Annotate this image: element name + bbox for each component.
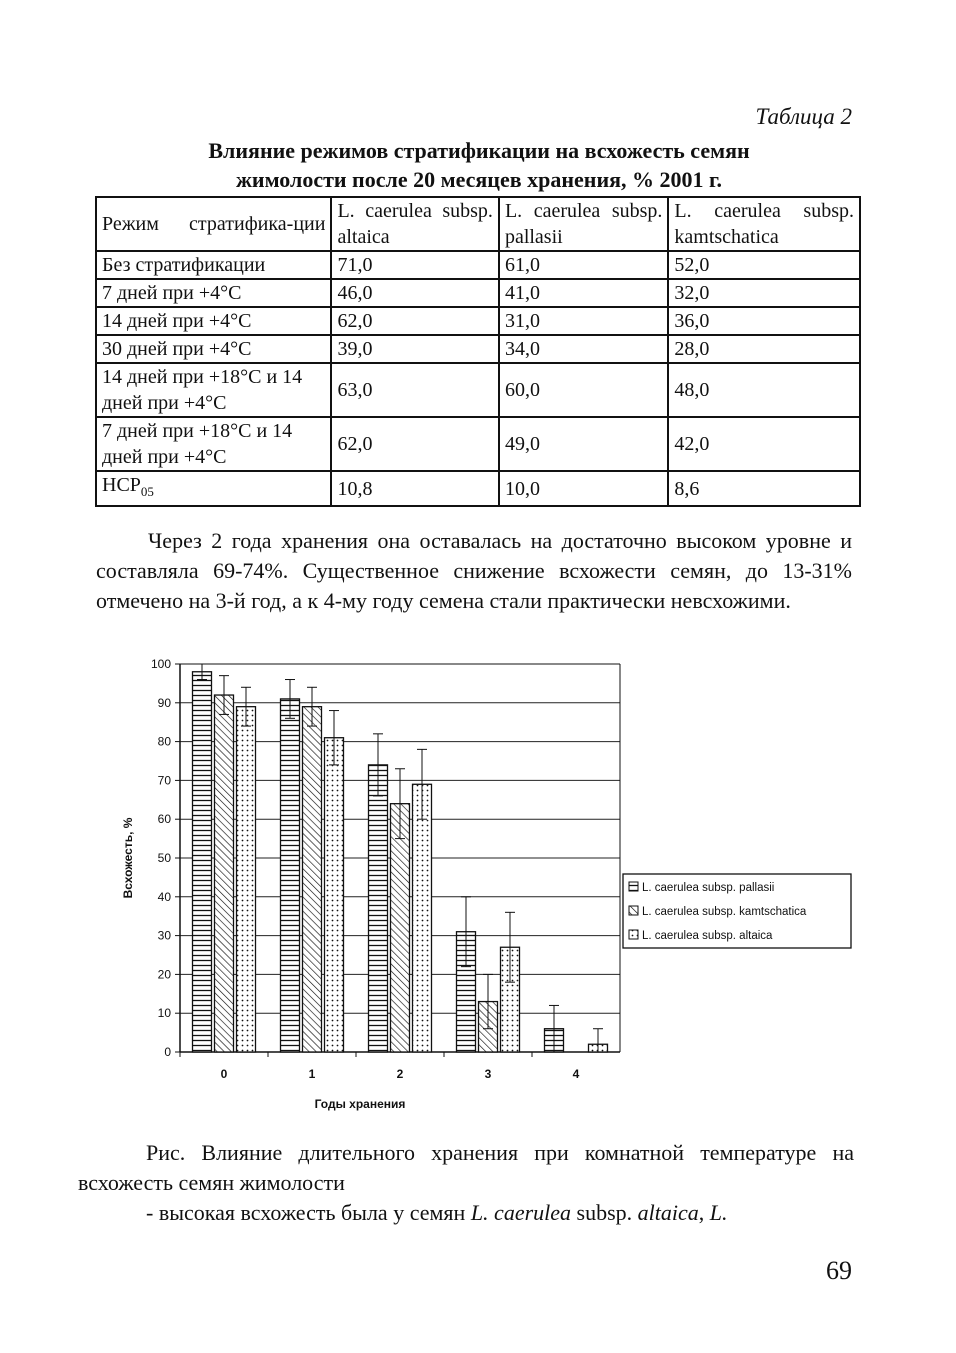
- table-cell: Без стратификации: [96, 251, 331, 279]
- bar-horizontal: [193, 672, 212, 1052]
- continuation-comma: ,: [698, 1200, 710, 1225]
- x-axis-title: Годы хранения: [314, 1097, 406, 1111]
- table-cell: 60,0: [499, 363, 668, 417]
- y-tick-label: 100: [150, 657, 171, 671]
- table-cell: 10,8: [331, 471, 498, 506]
- continuation-prefix: - высокая всхожесть была у семян: [146, 1200, 471, 1225]
- table-title-line2: жимолости после 20 месяцев хранения, % 2001 г.: [235, 167, 723, 192]
- bar-diagonal: [391, 804, 410, 1052]
- table-cell: 7 дней при +4°С: [96, 279, 331, 307]
- subsp-text: subsp.: [571, 1200, 638, 1225]
- y-tick-label: 80: [157, 734, 171, 749]
- table-row: [96, 279, 860, 307]
- table-title-line1: Влияние режимов стратификации на всхожесть семян: [208, 138, 750, 163]
- table-cell: 46,0: [331, 279, 498, 307]
- table-cell: 8,6: [668, 471, 860, 506]
- legend-label: L. caerulea subsp. kamtschatica: [642, 906, 807, 918]
- y-axis-title: Всхожесть, %: [121, 817, 135, 899]
- bar-dotted: [325, 738, 344, 1052]
- x-tick-label: 0: [220, 1067, 228, 1081]
- stratification-table: [95, 196, 861, 507]
- y-tick-label: 20: [157, 967, 171, 982]
- table-header-row: [96, 197, 860, 251]
- x-tick-label: 3: [484, 1067, 492, 1081]
- x-tick-label: 4: [572, 1067, 580, 1081]
- table-cell: 62,0: [331, 307, 498, 335]
- table-header-cell: L. caerulea subsp. kamtschatica: [668, 197, 860, 251]
- table-cell: 30 дней при +4°С: [96, 335, 331, 363]
- table-cell: 49,0: [499, 417, 668, 471]
- table-row: [96, 363, 860, 417]
- x-tick-label: 2: [396, 1067, 404, 1081]
- species-name-1: L. caerulea: [470, 1200, 572, 1225]
- bar-horizontal: [281, 699, 300, 1052]
- table-cell: 62,0: [331, 417, 498, 471]
- table-header-cell: L. caerulea subsp. altaica: [331, 197, 498, 251]
- bar-diagonal: [215, 695, 234, 1052]
- legend-label: L. caerulea subsp. pallasii: [642, 882, 775, 894]
- figure-caption: Рис. Влияние длительного хранения при комнатной температуре на всхожесть семян жимолости: [78, 1140, 854, 1195]
- bar-dotted: [237, 707, 256, 1052]
- table-cell: 32,0: [668, 279, 860, 307]
- legend-swatch-dotted: [629, 930, 638, 939]
- continuation-line: [146, 1198, 854, 1228]
- table-cell: 63,0: [331, 363, 498, 417]
- table-cell: 14 дней при +18°С и 14 дней при +4°С: [96, 363, 331, 417]
- table-row: [96, 417, 860, 471]
- table-cell: 36,0: [668, 307, 860, 335]
- germination-chart: [110, 648, 870, 1118]
- table-caption: Таблица 2: [755, 104, 852, 129]
- y-tick-label: 40: [157, 889, 171, 904]
- legend-label: L. caerulea subsp. altaica: [642, 930, 773, 942]
- bar-diagonal: [303, 707, 322, 1052]
- bar-horizontal: [369, 765, 388, 1052]
- table-cell: 41,0: [499, 279, 668, 307]
- y-tick-label: 90: [157, 695, 171, 710]
- body-paragraph: Через 2 года хранения она оставалась на достаточно высоком уровне и составляла 69-74%. Существенное снижение всхожести семян, до 13-31% отмечено на 3-й год, а к 4-му году семена стали практически невсхожими.: [96, 528, 852, 613]
- legend-swatch-horizontal: [629, 882, 638, 891]
- legend-swatch-diagonal: [629, 906, 638, 915]
- table-title: [96, 136, 862, 194]
- table-header-cell: Режим стратифика-ции: [96, 197, 331, 251]
- table-cell: 71,0: [331, 251, 498, 279]
- table-cell: 14 дней при +4°С: [96, 307, 331, 335]
- y-tick-label: 10: [157, 1006, 171, 1021]
- species-name-3: L.: [709, 1200, 728, 1225]
- table-cell: 52,0: [668, 251, 860, 279]
- table-cell: 10,0: [499, 471, 668, 506]
- x-tick-label: 1: [308, 1067, 316, 1081]
- y-tick-label: 30: [157, 928, 171, 943]
- table-row: [96, 471, 860, 506]
- table-cell: 34,0: [499, 335, 668, 363]
- y-tick-label: 60: [157, 812, 171, 827]
- table-header-cell: L. caerulea subsp. pallasii: [499, 197, 668, 251]
- bar-dotted: [413, 784, 432, 1052]
- species-name-2: altaica: [637, 1200, 699, 1225]
- y-tick-label: 70: [157, 773, 171, 788]
- table-cell: 48,0: [668, 363, 860, 417]
- table-cell: 31,0: [499, 307, 668, 335]
- y-tick-label: 50: [157, 851, 171, 865]
- table-row: [96, 335, 860, 363]
- y-tick-label: 0: [164, 1045, 171, 1059]
- table-row: [96, 251, 860, 279]
- table-cell: 7 дней при +18°С и 14 дней при +4°С: [96, 417, 331, 471]
- table-cell: 42,0: [668, 417, 860, 471]
- table-row: [96, 307, 860, 335]
- table-cell: 61,0: [499, 251, 668, 279]
- table-cell: 28,0: [668, 335, 860, 363]
- table-cell: $НСР_{05}$: [96, 471, 331, 506]
- page-number: 69: [826, 1256, 852, 1285]
- table-cell: 39,0: [331, 335, 498, 363]
